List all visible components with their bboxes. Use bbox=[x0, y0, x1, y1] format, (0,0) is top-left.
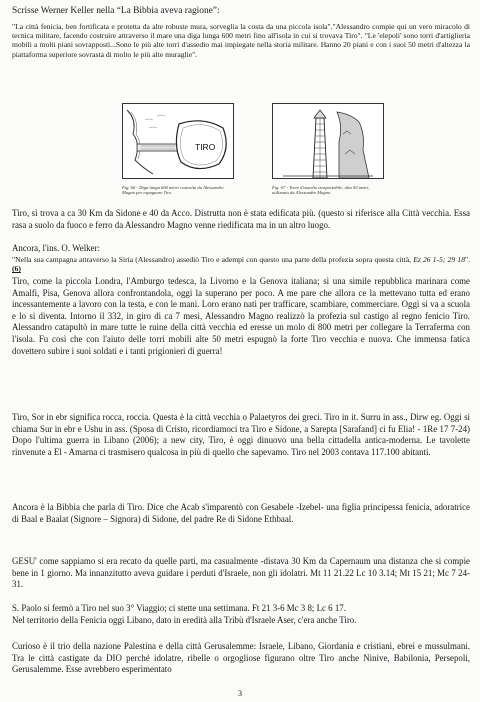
para-fenicia: Nel territorio della Fenicia oggi Libano, dato in eredità alla Tribù d'Israele Aser, c'era anche Tiro. bbox=[12, 615, 357, 625]
para-tiro-sor: Tiro, Sor in ebr significa rocca, roccia. Questa è la città vecchia o Palaetyros dei greci. Tiro in it. Surru in ass., Dirw eg. Oggi si chiama Sur in ebr e Ushu in ass. (Sposa di Cristo, ricordiamoci tra Tiro e Sidone, a Sarepta [Sarafand] ci fu Elia! - 1Re 17 7-24) Dopo l'ultima guerra in Libano (2006); a new city, Tiro, è oggi dinuovo una bella cittadella antica-moderna. Le tavolette rinvenute a El - Amarna ci trasmisero qualcosa in più di quello che sapevamo. Tiro nel 2003 contava 117.100 abitanti. bbox=[12, 412, 470, 457]
footnote-ref: (6) bbox=[12, 264, 21, 274]
para-curioso: Curioso è il trio della nazione Palestina e della città Gerusalemme: Israele, Libano, Giordania e cristiani, ebrei e mussulmani. Tra le città castigate da DIO perché idolatre, ribelle o orgogliose figurano oltre Tiro anche Ninive, Babilonia, Persepoli, Gerusalemme. Esse avrebbero esperimentato bbox=[12, 641, 470, 675]
para-tiro-distance: Tiro, si trova a ca 30 Km da Sidone e 40 da Acco. Distrutta non è stata edificata più. (questo si riferisce alla Città vecchia. Essa rasa a suolo da fuoco e ferro da Alessandro Magno venne riedificata ma in un altro luogo. bbox=[12, 208, 470, 230]
siege-tower-figure bbox=[272, 103, 384, 179]
map-label-tiro: TIRO bbox=[195, 142, 216, 152]
keller-quote: "La città fenicia, ben fortificata e protetta da alte robuste mura, sorveglia la costa da una piccola isola"."Alessandro compie qui un vero miracolo di tecnica militare, facendo costruire attraverso il mare una diga lunga 600 metri fino all'isola in cui si trovava Tiro". "Le 'elepoli' sono torri d'artiglieria mobili a molti piani sovrapposti...Sono le più alte torri d'assedio mai impiegate nella storia militare. Hanno 20 piani e con i suoi 50 metri d'altezza la piattaforma superiore sovrasta di molto le più alte muraglie". bbox=[12, 22, 470, 59]
tyre-map-drawing bbox=[123, 104, 233, 178]
siege-tower-drawing bbox=[273, 104, 383, 178]
para-tiro-londra: Tiro, come la piccola Londra, l'Amburgo tedesca, la Livorno e la Genova italiana; sì una simile repubblica marinara come Amalfi, Pisa, Genova allora confrontandola, oggi la superano per poco. A me pare che allora ce la mettevano tutta ed erano incessantemente a lavoro con la testa, e con le mani. Loro erano nati per trafficare, scambiare, commerciare. Oggi si va a scuola e lo si diventa. Intorno il 332, in giro di ca 7 mesi, Alessandro Magno realizzò la profezia sul castigo al regno fenicio Tiro. Alessandro catapultò in mare tutte le ruine della città vecchia ed eresse un molo di 800 metri per collegare la Terraferma con l'isola. Fu così che con l'aiuto delle torri mobili alte 50 metri espugnò la forte Tiro vecchia e nuova. Che immensa fatica dovettero subire i suoi soldati e i tanti prigionieri di guerra! bbox=[12, 276, 470, 356]
page-number: 3 bbox=[238, 689, 242, 698]
tyre-map-figure bbox=[122, 103, 234, 179]
welker-quote: "Nella sua campagna attraverso la Siria (Alessandro) assediò Tiro e adempì con questo una parte della profezia sopra questa città, Ez 26 1-5; 29 18". (6) bbox=[12, 255, 470, 274]
para-paolo: S. Paolo si fermò a Tiro nel suo 3° Viaggio; ci stette una settimana. Ft 21 3-6 Mc 3 8; Lc 6 17. bbox=[12, 603, 346, 613]
welker-heading: Ancora, l'ins. O. Welker: bbox=[12, 243, 100, 253]
para-gesu: GESU' come sappiamo si era recato da quelle parti, ma casualmente -distava 30 Km da Capernaum una distanza che si compie bene in 1 giorno. Ma innanzitutto aveva guidare i perduti d'Israele, non gli idolatri. Mt 11 21.22 Lc 10 3.14; Mt 15 21; Mc 7 24-31. bbox=[12, 556, 470, 590]
caption-right: Fig. 67 - Torre d'assedio trasportabile, alta 50 metri, utilizzata da Alessandro Magno. bbox=[272, 184, 370, 195]
para-acab-gesabele: Ancora è la Bibbia che parla di Tiro. Dice che Acab s'imparentò con Gesabele -Izebel- una figlia principessa fenicia, adoratrice di Baal e Baalat (Signore – Signora) di Sidone, del padre Re di Sidone Ethbaal. bbox=[12, 502, 470, 524]
caption-left: Fig. 66 - Diga lunga 600 metri costruita da Alessandro Magno per espugnare Tiro. bbox=[122, 184, 224, 195]
intro-line: Scrisse Werner Keller nella “La Bibbia aveva ragione”: bbox=[12, 6, 220, 16]
